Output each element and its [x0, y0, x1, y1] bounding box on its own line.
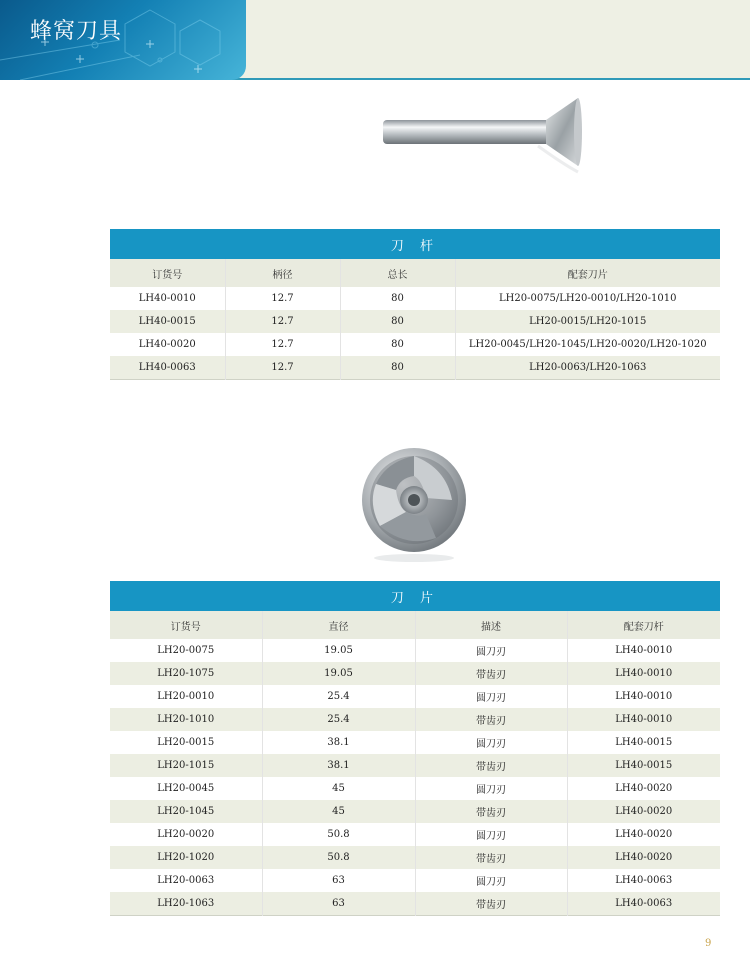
- table-row: [110, 800, 720, 823]
- column-header: 订货号: [110, 259, 225, 287]
- table-cell: LH20-0063: [157, 875, 215, 886]
- table-cell: LH20-0020: [157, 829, 215, 840]
- table-cell: 12.7: [225, 356, 340, 379]
- table-header-row: [110, 259, 720, 287]
- table-cell: 45: [262, 777, 415, 800]
- table-cell: 80: [340, 287, 455, 310]
- shank-table: [110, 229, 720, 380]
- table-cell: 圆刀刃: [415, 777, 567, 800]
- table-cell: LH40-0020: [567, 846, 720, 869]
- table-cell: 80: [340, 310, 455, 333]
- table-cell: LH40-0015: [567, 754, 720, 777]
- column-header: 订货号: [110, 611, 262, 639]
- table-cell: 带齿刃: [415, 846, 567, 869]
- table-row: [110, 777, 720, 800]
- table-cell: 圆刀刃: [415, 869, 567, 892]
- column-header: 总长: [340, 259, 455, 287]
- brand-banner: [0, 0, 246, 80]
- table-row: [110, 333, 720, 356]
- table-cell: LH20-1075: [110, 662, 262, 685]
- blade-insert-image: [356, 448, 476, 568]
- table-cell: LH40-0063: [567, 869, 720, 892]
- table-cell: 圆刀刃: [415, 685, 567, 708]
- table-cell: 25.4: [262, 708, 415, 731]
- table-cell: LH20-1063: [110, 892, 262, 915]
- table-cell: 12.7: [225, 333, 340, 356]
- column-header: 直径: [262, 611, 415, 639]
- table-cell: LH40-0010: [567, 685, 720, 708]
- table-cell: LH40-0010: [567, 662, 720, 685]
- table-cell: LH20-1045: [110, 800, 262, 823]
- table-cell: LH40-0063: [567, 892, 720, 915]
- table-cell: LH20-1015: [110, 754, 262, 777]
- page-header: [0, 0, 750, 80]
- table-row: [110, 310, 720, 333]
- table-cell: 25.4: [262, 685, 415, 708]
- table-row: [110, 356, 720, 379]
- blade-table: [110, 581, 720, 916]
- table-cell: LH40-0063: [110, 356, 225, 379]
- table-row: [110, 685, 720, 708]
- shank-table-title: 刀 杆: [110, 229, 720, 259]
- column-header: 配套刀片: [455, 259, 720, 287]
- page-number: 9: [705, 938, 712, 949]
- table-cell: 19.05: [262, 662, 415, 685]
- table-cell: LH20-1010: [110, 708, 262, 731]
- table-row: [110, 731, 720, 754]
- table-cell: 50.8: [262, 823, 415, 846]
- blade-table-title: 刀 片: [110, 581, 720, 611]
- table-cell: LH40-0015: [567, 731, 720, 754]
- table-cell: 带齿刃: [415, 754, 567, 777]
- table-cell: 80: [340, 333, 455, 356]
- table-cell: 带齿刃: [415, 800, 567, 823]
- table-row: [110, 662, 720, 685]
- table-cell: LH40-0020: [567, 777, 720, 800]
- table-header-row: [110, 611, 720, 639]
- table-row: [110, 287, 720, 310]
- table-cell: LH20-0075/LH20-0010/LH20-1010: [455, 287, 720, 310]
- brand-title: 蜂窝刀具: [30, 19, 123, 44]
- table-cell: 63: [262, 892, 415, 915]
- column-header: 配套刀杆: [567, 611, 720, 639]
- table-cell: 带齿刃: [415, 892, 567, 915]
- table-row: [110, 823, 720, 846]
- table-cell: LH40-0020: [138, 339, 196, 350]
- table-row: [110, 869, 720, 892]
- table-cell: LH40-0010: [567, 639, 720, 662]
- table-cell: LH20-0075: [157, 645, 215, 656]
- table-cell: LH40-0020: [567, 823, 720, 846]
- table-cell: LH20-0063/LH20-1063: [455, 356, 720, 379]
- table-cell: 带齿刃: [415, 708, 567, 731]
- table-cell: LH40-0020: [567, 800, 720, 823]
- table-cell: 80: [340, 356, 455, 379]
- table-cell: 38.1: [262, 731, 415, 754]
- table-cell: 19.05: [262, 639, 415, 662]
- table-cell: 带齿刃: [415, 662, 567, 685]
- table-row: [110, 892, 720, 915]
- column-header: 柄径: [225, 259, 340, 287]
- table-cell: 45: [262, 800, 415, 823]
- table-cell: LH20-0010: [157, 691, 215, 702]
- table-row: [110, 846, 720, 869]
- table-cell: LH20-0015/LH20-1015: [455, 310, 720, 333]
- table-cell: 圆刀刃: [415, 731, 567, 754]
- table-cell: 12.7: [225, 310, 340, 333]
- table-cell: LH20-0015: [157, 737, 215, 748]
- table-cell: 63: [262, 869, 415, 892]
- table-cell: LH40-0010: [138, 293, 196, 304]
- table-cell: LH40-0015: [110, 310, 225, 333]
- table-cell: 圆刀刃: [415, 823, 567, 846]
- table-cell: 12.7: [225, 287, 340, 310]
- table-cell: 38.1: [262, 754, 415, 777]
- table-cell: LH20-1020: [110, 846, 262, 869]
- table-cell: LH20-0045: [157, 783, 215, 794]
- table-row: [110, 708, 720, 731]
- table-row: [110, 754, 720, 777]
- table-cell: 50.8: [262, 846, 415, 869]
- table-cell: LH20-0045/LH20-1045/LH20-0020/LH20-1020: [455, 333, 720, 356]
- tool-shank-image: [378, 94, 588, 204]
- column-header: 描述: [415, 611, 567, 639]
- table-cell: 圆刀刃: [415, 639, 567, 662]
- table-cell: LH40-0010: [567, 708, 720, 731]
- table-row: [110, 639, 720, 662]
